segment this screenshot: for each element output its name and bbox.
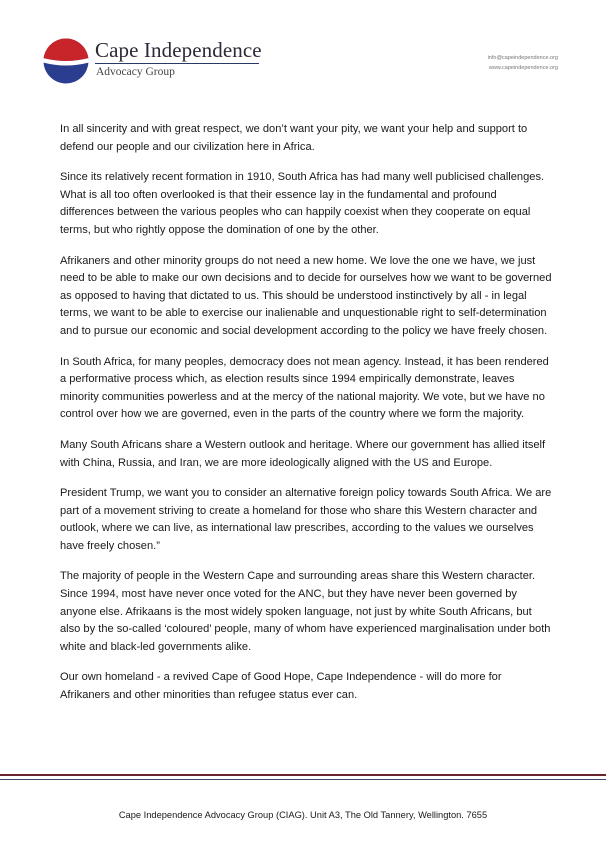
letterhead [0,0,606,100]
paragraph: The majority of people in the Western Cape and surrounding areas share this Western character. Since 1994, most have never once voted for the ANC, but they have never been governed by anyone else. Afrikaans is the most widely spoken language, not just by white South Africans, but also by the so-called ‘coloured’ people, many of whom have experienced marginalisation under both white and black-led governments alike. [60,570,551,653]
brand-underline [95,63,259,64]
organization-subtitle: Advocacy Group [96,66,175,78]
email-link[interactable]: info@capeindependence.org [487,55,558,61]
footer-address: Cape Independence Advocacy Group (CIAG). Unit A3, The Old Tannery, Wellington. 7655 [118,810,488,820]
paragraph: Our own homeland - a revived Cape of Good Hope, Cape Independence - will do more for Afrikaners and other minorities than refugee status ever can. [60,671,502,702]
paragraph: Afrikaners and other minority groups do not need a new home. We love the one we have, we just need to be able to make our own decisions and to decide for ourselves how we want to be governed as opposed to having that dictated to us. This should be understood instinctively by all - in legal terms, we want to be able to exercise our inalienable and unquestionable right to self-determination and to pursue our economic and social development according to the policy we have freely chosen. [60,254,552,337]
paragraph: In South Africa, for many peoples, democracy does not mean agency. Instead, it has been rendered a performative process which, as election results since 1994 empirically demonstrate, leaves minority communities powerless and at the mercy of the national majority. We vote, but we have no control over how we are governed, even in the parts of the country where we form the majority. [60,355,549,421]
paragraph: Many South Africans share a Western outlook and heritage. Where our government has allied itself with China, Russia, and Iran, we are more ideologically aligned with the US and Europe. [60,438,546,469]
paragraph: Since its relatively recent formation in 1910, South Africa has had many well publicised challenges. What is all too often overlooked is that their essence lay in the fundamental and profound differences between the various peoples who can happily coexist when they cooperate on equal terms, but who rightly oppose the domination of one by the other. [60,171,545,236]
website-link[interactable]: www.capeindependence.org [488,65,558,71]
paragraph: In all sincerity and with great respect, we don’t want your pity, we want your help and support to defend our people and our civilization here in Africa. [60,123,528,153]
contact-block [488,53,558,73]
ciag-logo-icon [43,38,89,84]
footer-divider-bottom [0,779,606,780]
letter-body [60,121,552,718]
footer-divider-top [0,774,606,776]
paragraph: President Trump, we want you to consider an alternative foreign policy towards South Africa. We are part of a movement striving to create a homeland for those who share this Western character and outlook, where we can live, as international law prescribes, according to the values we ourselves have freely chosen.” [60,487,552,552]
organization-name: Cape Independence [95,38,262,62]
